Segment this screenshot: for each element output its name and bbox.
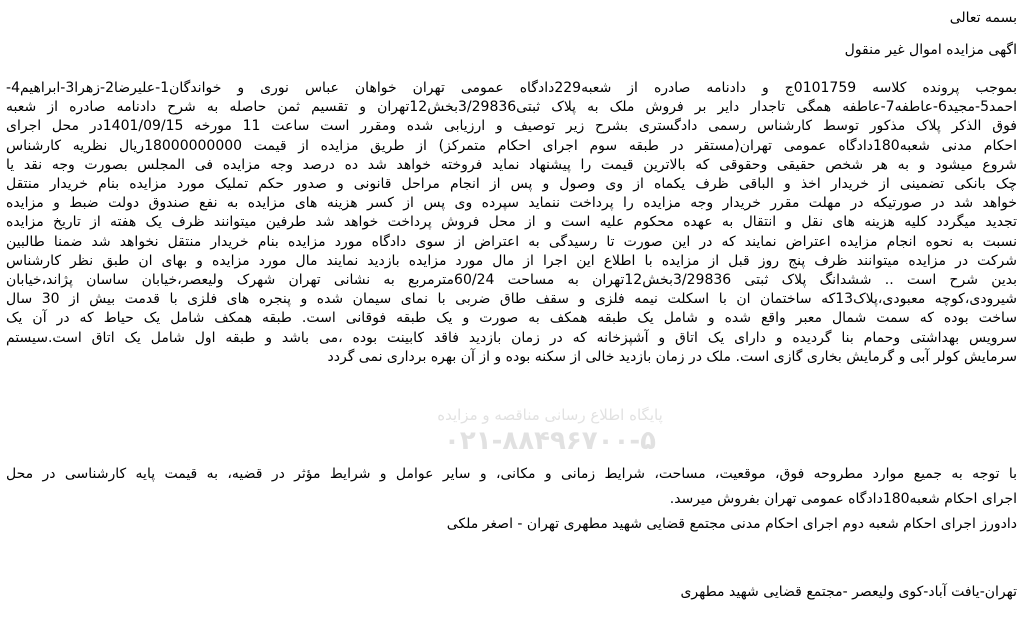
body-line: سرمایش کولر آبی و گرمایش بخاری گازی است. ملک در زمان بازدید خالی از سکنه بوده و از آن بهره برداری نمی گردد (327, 348, 1017, 365)
body-line: بدین شرح است .. ششدانگ پلاک ثبتی 3/29836بخش12تهران به مساحت 60/24مترمربع به نشانی تهران شهرک ولیعصر،خیابان ساسان پژاند،خیابان (6, 272, 1017, 289)
basmala-line: بسمه تعالی (949, 10, 1017, 26)
body-line: شیرودی،کوچه معبودی،پلاک13که ساختمان ان با اسکلت نیمه فلزی و سقف طاق ضربی با نمای سیمان شده و پنجره های فلزی با قدمت بیش از 30 سال (6, 291, 1017, 308)
watermark-phone: ۰۲۱-۸۸۴۹۶۷۰۰-۵ (443, 426, 656, 456)
body-line: سرویس بهداشتی وحمام بنا گردیده و دارای یک اتاق و آشپزخانه که در زمان بازدید فاقد کابینت بوده ،می باشد و طبقه اول شامل یک اتاق است.سیستم (6, 329, 1017, 346)
body-line: تجدید میگردد کلیه هزینه های نقل و انتقال به عهده محکوم علیه است و از محل فروش پرداخت خواهد شد طرفین میتوانند ظرف یک هفته از تاریخ مزایده (6, 214, 1017, 231)
body-line: فوق الذکر پلاک مذکور توسط کارشناس رسمی دادگستری بشرح زیر توصیف و ارزیابی شده ومقرر است ساعت 11 مورخه 1401/09/15در محل اجرای (6, 118, 1017, 135)
notice-heading: اگهی مزایده اموال غیر منقول (844, 42, 1017, 58)
notice-body (6, 79, 1017, 367)
watermark (340, 405, 760, 457)
body-line: شروع میشود و به هر شخص حقیقی وحقوقی که بالاترین قیمت را پیشنهاد نماید فروخته خواهد شد ده درصد وجه مزایده فی المجلس بصورت وجه نقد یا (6, 156, 1017, 173)
signature-line: دادورز اجرای احکام شعبه دوم اجرای احکام مدنی مجتمع قضایی شهید مطهری تهران - اصغر ملکی (446, 516, 1017, 532)
body-line: نسبت به نحوه انجام مزایده اعتراض نمایند که در این صورت تا رسیدگی به اعتراض از سوی دادگاه مورد مزایده بنام خریدار منتقل نخواهد شد ضمنا طالبین (6, 233, 1017, 250)
body-line: شرکت در مزایده میتوانند ظرف پنج روز قبل از مزایده با اطلاع این اجرا از مال مورد مزایده بازدید نمایند مال مورد مزایده و بهای ان طبق نظر کارشناس (6, 252, 1017, 269)
body-line: خواهد شد در صورتیکه در مهلت مقرر خریدار وجه مزایده را پرداخت ننماید سپرده وی پس از کسر هزینه های مزایده به نفع صندوق دولت ضبط و مزایده (6, 195, 1017, 212)
address-line: تهران-یافت آباد-کوی ولیعصر -مجتمع قضایی شهید مطهری (680, 584, 1017, 600)
body-line: بموجب پرونده کلاسه 0101759ج و دادنامه صادره از شعبه229دادگاه عمومی تهران خواهان عباس نوری و خواندگان1-علیرضا2-زهرا3-ابراهیم4- (6, 80, 1017, 96)
body-line: چک بانکی تضمینی از خریدار اخذ و الباقی ظرف یکماه از وی وصول و پس از انجام مراحل قانونی و صدور حکم تملیک مورد مزایده بنام خریدار منتقل (6, 176, 1017, 193)
conclusion-paragraph (6, 462, 1017, 512)
body-line: احکام مدنی شعبه180دادگاه عمومی تهران(مستقر در طبقه سوم اجرای احکام متمرکز) از طریق مزایده از قیمت 18000000000ریال نظریه کارشناس (6, 137, 1017, 154)
body-line: ساخت بوده که سمت شمال معبر واقع شده و شامل یک طبقه همکف به صورت و یک طبقه فوقانی است. طبقه همکف شامل یک حیاط که در آن یک (6, 310, 1017, 327)
watermark-title: پایگاه اطلاع رسانی مناقصه و مزایده (437, 406, 663, 424)
conclusion-line: با توجه به جمیع موارد مطروحه فوق، موقعیت، مساحت، شرایط زمانی و مکانی، و سایر عوامل و شرایط مؤثر در قضیه، به قیمت پایه کارشناسی در محل (6, 466, 1017, 482)
body-line: احمد5-مجید6-عاطفه7-عاطفه همگی تاجدار دایر بر فروش ملک به پلاک ثبتی3/29836بخش12تهران و تقسیم ثمن حاصله به شرح دادنامه صادره از شعبه (6, 99, 1017, 116)
conclusion-line: اجرای احکام شعبه180دادگاه عمومی تهران بفروش میرسد. (669, 491, 1017, 507)
